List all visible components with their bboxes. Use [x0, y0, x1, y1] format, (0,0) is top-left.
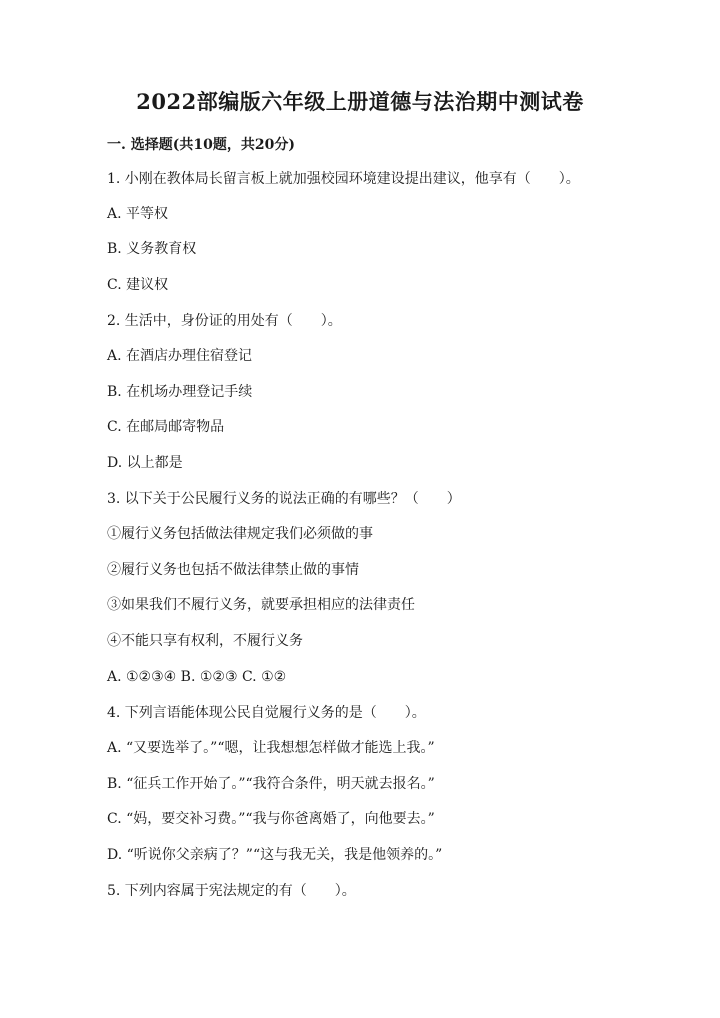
section-heading: 一. 选择题(共10题，共20分)	[107, 137, 295, 153]
question-5: 5. 下列内容属于宪法规定的有（ ）。	[107, 883, 356, 899]
option-4b: B. “征兵工作开始了。”“我符合条件，明天就去报名。”	[107, 776, 435, 792]
option-4c: C. “妈，要交补习费。”“我与你爸离婚了，向他要去。”	[107, 811, 435, 827]
options-3: A. ①②③④ B. ①②③ C. ①②	[107, 669, 287, 685]
statement-3-2: ②履行义务也包括不做法律禁止做的事情	[107, 562, 359, 578]
question-1: 1. 小刚在教体局长留言板上就加强校园环境建设提出建议，他享有（ ）。	[107, 171, 580, 187]
question-3: 3. 以下关于公民履行义务的说法正确的有哪些？（ ）	[107, 491, 461, 507]
option-4a: A. “又要选举了。”“嗯，让我想想怎样做才能选上我。”	[107, 740, 435, 756]
question-2: 2. 生活中，身份证的用处有（ ）。	[107, 313, 342, 329]
option-1b: B. 义务教育权	[107, 241, 197, 257]
option-4d: D. “听说你父亲病了？”“这与我无关，我是他领养的。”	[107, 847, 443, 863]
statement-3-1: ①履行义务包括做法律规定我们必须做的事	[107, 526, 373, 542]
statement-3-3: ③如果我们不履行义务，就要承担相应的法律责任	[107, 597, 415, 613]
option-2c: C. 在邮局邮寄物品	[107, 419, 225, 435]
statement-3-4: ④不能只享有权利，不履行义务	[107, 633, 303, 649]
option-1c: C. 建议权	[107, 277, 169, 293]
document-title: 2022部编版六年级上册道德与法治期中测试卷	[136, 89, 584, 114]
option-1a: A. 平等权	[107, 206, 169, 222]
option-2a: A. 在酒店办理住宿登记	[107, 348, 253, 364]
option-2d: D. 以上都是	[107, 455, 183, 471]
question-4: 4. 下列言语能体现公民自觉履行义务的是（ ）。	[107, 705, 426, 721]
option-2b: B. 在机场办理登记手续	[107, 384, 253, 400]
